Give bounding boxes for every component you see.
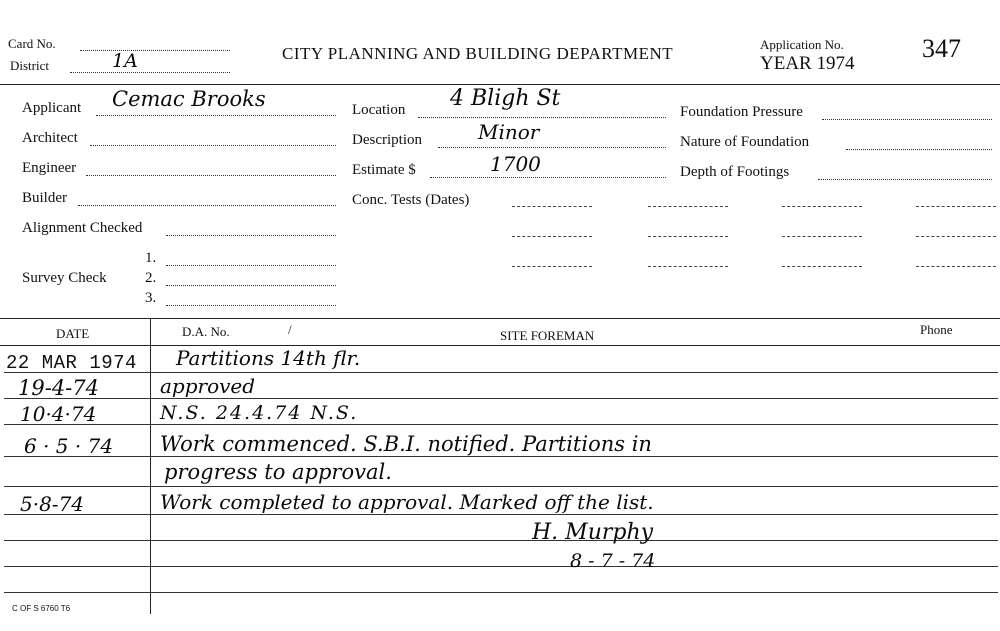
survey-1-label: 1.	[145, 250, 157, 266]
conc-date-slot	[916, 266, 996, 267]
conc-date-slot	[916, 206, 996, 207]
header-divider	[0, 84, 1000, 85]
conc-tests-label: Conc. Tests (Dates)	[352, 192, 470, 208]
date-column-divider	[150, 318, 151, 614]
survey-1-line	[166, 265, 336, 266]
nature-of-foundation-line	[846, 149, 992, 150]
nature-of-foundation-label: Nature of Foundation	[680, 134, 810, 150]
date-header: DATE	[56, 326, 90, 341]
depth-of-footings-label: Depth of Footings	[680, 164, 790, 180]
department-title: CITY PLANNING AND BUILDING DEPARTMENT	[282, 44, 674, 63]
log-ruled-line	[4, 398, 998, 399]
applicant-line	[96, 115, 336, 116]
district-line	[70, 72, 230, 73]
survey-3-line	[166, 305, 336, 306]
district-value: 1A	[112, 50, 138, 72]
location-value: 4 Bligh St	[450, 86, 561, 111]
alignment-checked-line	[166, 235, 336, 236]
architect-line	[90, 145, 336, 146]
foundation-pressure-label: Foundation Pressure	[680, 104, 803, 120]
estimate-line	[430, 177, 666, 178]
log-ruled-line	[4, 514, 998, 515]
log-ruled-line	[4, 456, 998, 457]
foundation-pressure-line	[822, 119, 992, 120]
alignment-checked-label: Alignment Checked	[22, 220, 143, 236]
log-row-date: 22 MAR 1974	[6, 352, 137, 374]
signature-date: 8 - 7 - 74	[570, 550, 656, 572]
depth-of-footings-line	[818, 179, 992, 180]
da-no-value: /	[288, 322, 292, 337]
survey-3-label: 3.	[145, 290, 157, 306]
conc-date-slot	[512, 266, 592, 267]
log-row-date: 6 · 5 · 74	[24, 434, 114, 458]
card-no-label: Card No.	[8, 36, 56, 51]
estimate-label: Estimate $	[352, 162, 416, 178]
log-row-text: Work completed to approval. Marked off the list.	[160, 490, 654, 514]
da-no-header: D.A. No.	[182, 324, 230, 339]
conc-date-slot	[916, 236, 996, 237]
log-row-text: approved	[160, 374, 256, 398]
district-label: District	[10, 58, 49, 73]
conc-date-slot	[782, 206, 862, 207]
applicant-label: Applicant	[22, 100, 82, 116]
architect-label: Architect	[22, 130, 78, 146]
survey-2-line	[166, 285, 336, 286]
conc-date-slot	[648, 206, 728, 207]
applicant-value: Cemac Brooks	[112, 87, 266, 111]
foreman-signature: H. Murphy	[532, 520, 654, 545]
log-ruled-line	[4, 540, 998, 541]
survey-2-label: 2.	[145, 270, 157, 286]
log-ruled-line	[4, 592, 998, 593]
log-row-date: 19-4-74	[18, 376, 99, 400]
log-ruled-line	[4, 372, 998, 373]
conc-date-slot	[648, 236, 728, 237]
site-foreman-header: SITE FOREMAN	[500, 328, 595, 343]
description-value: Minor	[478, 120, 540, 144]
conc-date-slot	[512, 206, 592, 207]
description-label: Description	[352, 132, 422, 148]
log-ruled-line	[4, 424, 998, 425]
conc-date-slot	[782, 266, 862, 267]
form-code: C OF S 6760 T6	[12, 604, 71, 613]
estimate-value: 1700	[490, 152, 541, 176]
conc-date-slot	[648, 266, 728, 267]
location-line	[418, 117, 666, 118]
log-row-text: N.S. 24.4.74 N.S.	[160, 402, 359, 424]
phone-header: Phone	[920, 322, 953, 337]
log-ruled-line	[4, 566, 998, 567]
log-row-text: progress to approval.	[164, 460, 392, 484]
log-ruled-line	[4, 486, 998, 487]
log-row-text: Partitions 14th flr.	[176, 346, 361, 370]
year-label: YEAR 1974	[760, 53, 855, 74]
builder-label: Builder	[22, 190, 67, 206]
log-row-text: Work commenced. S.B.I. notified. Partitions in	[160, 432, 652, 456]
application-number: 347	[922, 34, 961, 63]
log-row-date: 10·4·74	[20, 402, 97, 426]
log-row-date: 5·8-74	[20, 492, 85, 516]
conc-date-slot	[782, 236, 862, 237]
description-line	[438, 147, 666, 148]
log-header-divider	[0, 345, 1000, 346]
survey-check-label: Survey Check	[22, 270, 107, 286]
conc-date-slot	[512, 236, 592, 237]
engineer-line	[86, 175, 336, 176]
application-no-label: Application No.	[760, 37, 844, 52]
builder-line	[78, 205, 336, 206]
card-no-line	[80, 50, 230, 51]
engineer-label: Engineer	[22, 160, 77, 176]
location-label: Location	[352, 102, 406, 118]
